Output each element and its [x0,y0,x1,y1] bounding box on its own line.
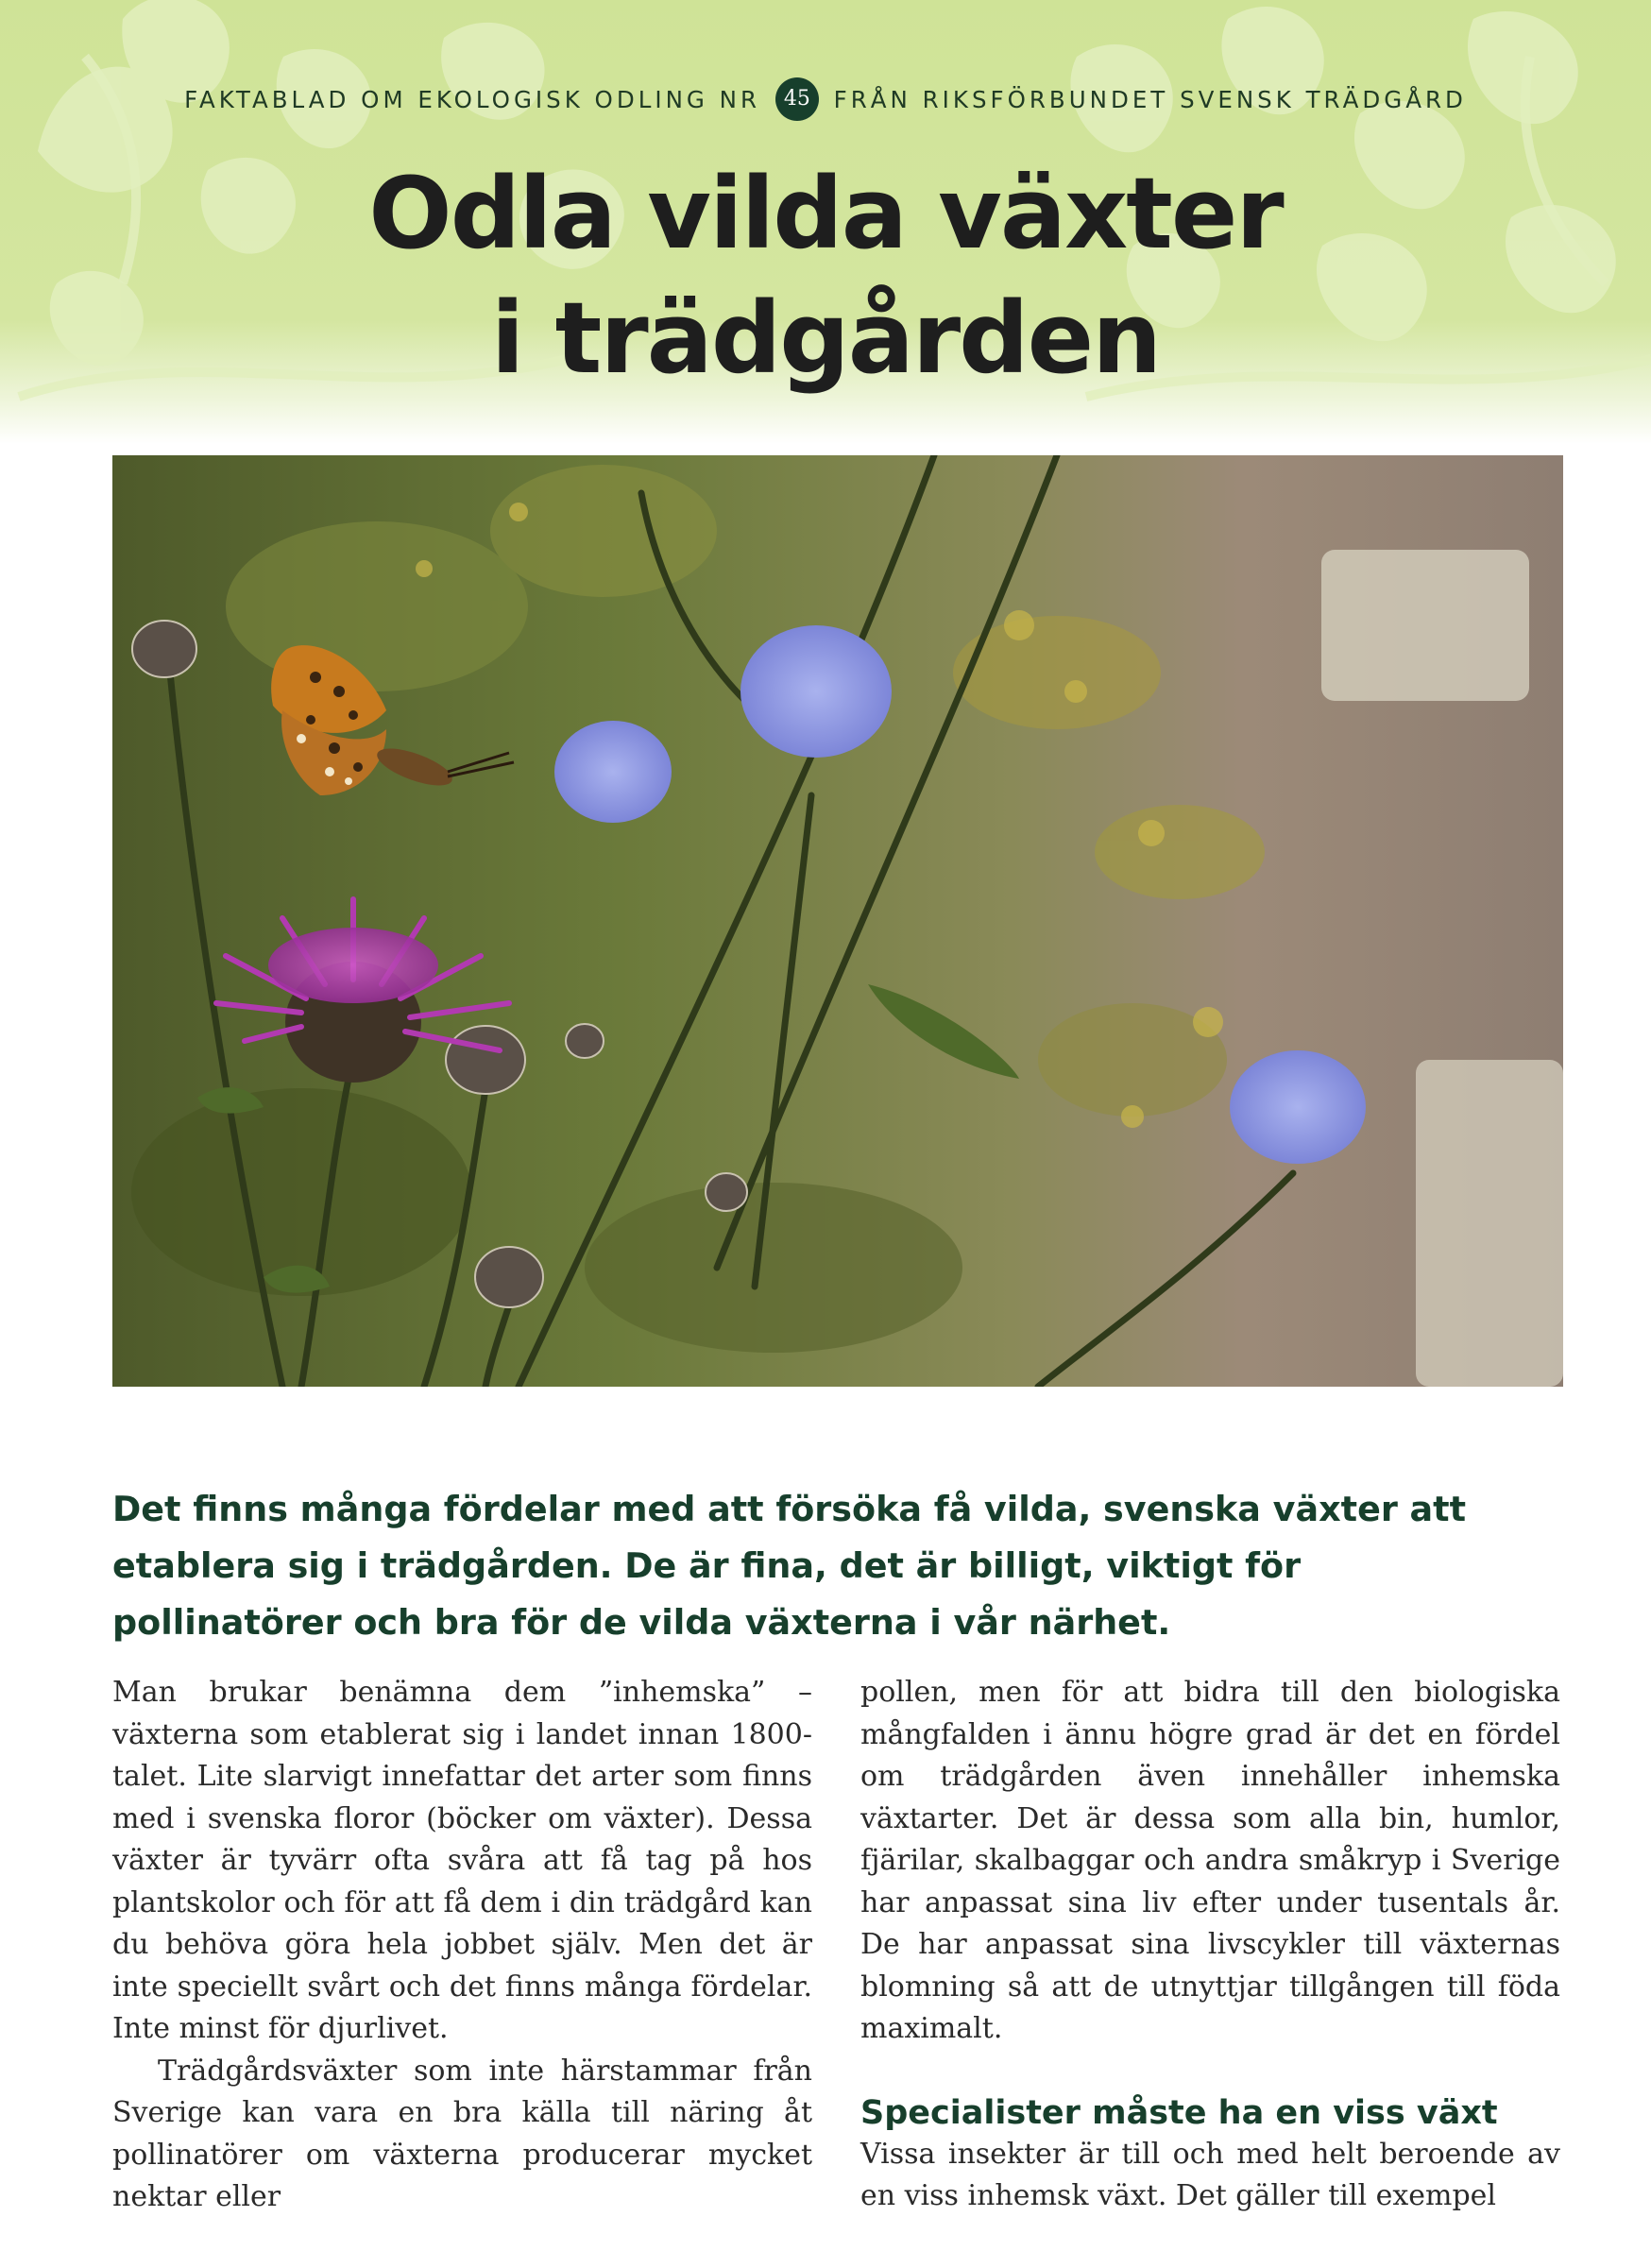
page-title [0,151,1651,401]
body-paragraph: Trädgårdsväxter som inte härstammar från Sverige kan vara en bra källa till näring åt pollinatörer om växterna producerar mycket nektar eller [112,2054,812,2213]
body-paragraph: Man brukar benämna dem ”inhemska” – växterna som etablerat sig i landet innan 1800-talet. Lite slarvigt innefattar det arter som finns med i svenska floror (böcker om växter). Dessa växter är tyvärr ofta svåra att få tag på hos plantskolor och för att få dem i din trädgård kan du behöva göra hela jobbet själv. Men det är inte speciellt svårt och det finns många fördelar. Inte minst för djurlivet. [112,1676,812,2045]
butterfly-on-knapweed-photo [112,455,1563,1387]
body-paragraph: Vissa insekter är till och med helt beroende av en viss inhemsk växt. Det gäller till exempel [860,2137,1560,2212]
body-paragraph: pollen, men för att bidra till den biologiska mångfalden i ännu högre grad är det en fördel om trädgården även innehåller inhemska växtarter. Det är dessa som alla bin, humlor, fjärilar, skalbaggar och andra småkryp i Sverige har anpassat sina liv efter under tusentals år. De har anpassat sina livscykler till växternas blomning så att de utnyttjar tillgången till föda maximalt. [860,1676,1560,2045]
section-heading: Specialister måste ha en viss växt [860,2093,1498,2132]
photo-illustration [112,455,1563,1387]
series-header [0,79,1651,123]
header-banner [0,0,1651,444]
lead-paragraph: Det finns många fördelar med att försöka få vilda, svenska växter att etablera sig i trädgården. De är fina, det är billigt, viktigt för pollinatörer och bra för de vilda växterna i vår närhet. [112,1489,1467,1643]
series-label: FAKTABLAD OM EKOLOGISK ODLING NR [184,86,761,113]
publisher-label: FRÅN RIKSFÖRBUNDET SVENSK TRÄDGÅRD [833,86,1467,113]
issue-number-badge: 45 [775,77,819,121]
body-column-right [860,1672,1560,2218]
title-line-1: Odla vilda växter [368,156,1283,271]
body-column-left [112,1672,812,2219]
title-line-2: i trädgården [490,281,1161,396]
